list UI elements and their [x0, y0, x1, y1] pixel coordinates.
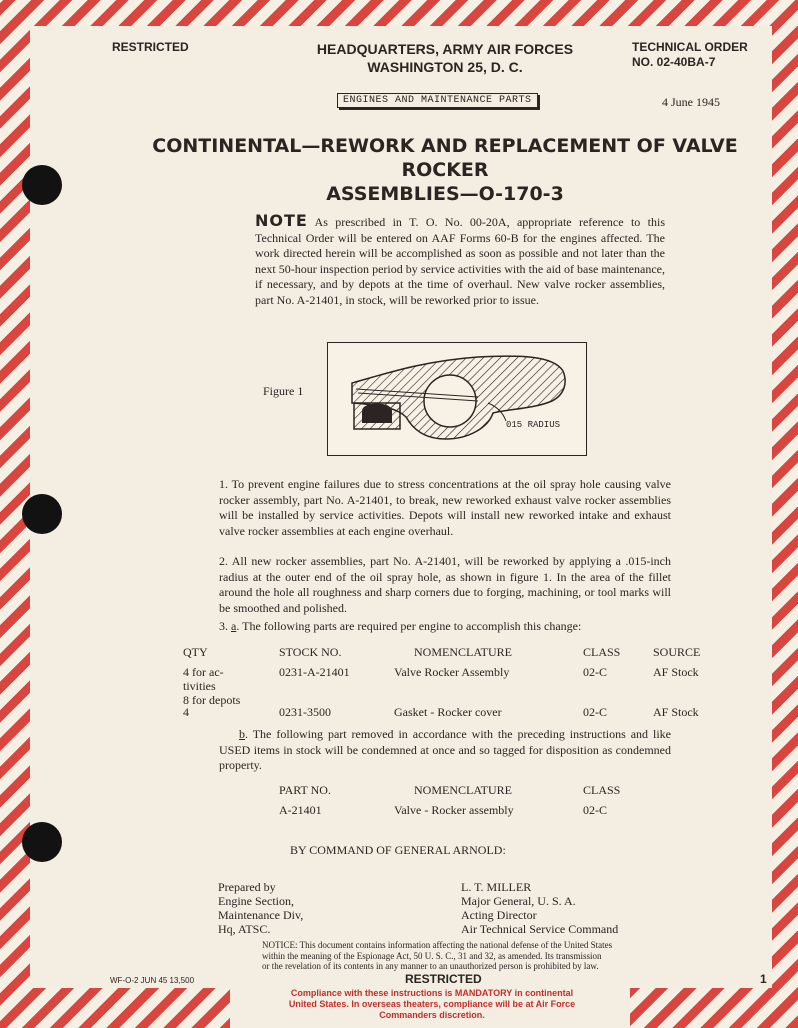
note-text: As prescribed in T. O. No. 00-20A, appropriate reference to this Technical Order will be entered on AAF Forms 60-B for the engines affected. The work directed herein will be accomplished as soon as possible and not later than the next 50-hour inspection period by service activities with the aid of base maintenance, if necessary, and by depots at the time of overhaul. New valve rocker assemblies, part No. A-21401, in stock, will be reworked prior to issue. — [255, 215, 665, 307]
hq-line-1: HEADQUARTERS, ARMY AIR FORCES — [316, 41, 574, 57]
p3a-text: . The following parts are required per engine to accomplish this change: — [236, 619, 582, 633]
signature-line-1: L. T. MILLER — [461, 880, 532, 894]
title-line-2: ASSEMBLIES—O-170-3 — [326, 183, 564, 205]
date: 4 June 1945 — [662, 95, 720, 109]
prepared-by-block — [218, 880, 303, 936]
t1-r2-stock: 0231-3500 — [279, 705, 331, 719]
prepared-line-2: Engine Section, — [218, 894, 294, 908]
notice-line-3: or the revelation of its contents in any manner to an unauthorized person is prohibited by law. — [262, 961, 599, 971]
signature-line-3: Acting Director — [461, 908, 537, 922]
paragraph-3a — [219, 619, 671, 635]
hq-line-2: WASHINGTON 25, D. C. — [367, 59, 523, 75]
binder-hole-icon — [22, 494, 62, 534]
headquarters-block — [300, 40, 590, 76]
page-number: 1 — [760, 972, 767, 986]
binder-hole-icon — [22, 165, 62, 205]
t2-r1-part: A-21401 — [279, 803, 322, 817]
paragraph-3b — [219, 727, 671, 774]
restricted-label-top: RESTRICTED — [112, 40, 189, 54]
prepared-line-1: Prepared by — [218, 880, 276, 894]
radius-callout: 015 RADIUS — [506, 420, 561, 430]
title-line-1: CONTINENTAL—REWORK AND REPLACEMENT OF VALVE ROCKER — [152, 135, 738, 181]
compliance-notice: Compliance with these instructions is MANDATORY in continental United States. In overseas theaters, compliance will be at Air Force Commanders discretion. — [288, 988, 576, 1020]
notice-line-1: NOTICE: This document contains information affecting the national defense of the United States — [262, 940, 613, 950]
notice-line-2: within the meaning of the Espionage Act, 50 U. S. C., 31 and 32, as amended. Its transmission — [262, 950, 602, 961]
t1-header-class: CLASS — [583, 645, 621, 659]
command-line: BY COMMAND OF GENERAL ARNOLD: — [290, 843, 506, 857]
print-code: WF-O-2 JUN 45 13,500 — [110, 976, 195, 985]
t1-header-qty: QTY — [183, 645, 208, 659]
t2-header-class: CLASS — [583, 783, 621, 797]
t1-r2-source: AF Stock — [653, 705, 699, 719]
binder-hole-icon — [22, 822, 62, 862]
t1-header-source: SOURCE — [653, 645, 701, 659]
prepared-line-3: Maintenance Div, — [218, 908, 304, 922]
to-line-1: TECHNICAL ORDER — [632, 40, 748, 54]
p3-number: 3. — [219, 619, 228, 633]
rocker-drawing — [328, 343, 586, 455]
document-title — [140, 134, 750, 206]
t1-r1-qty-2: tivities — [183, 679, 216, 693]
note-label: NOTE — [255, 211, 308, 230]
t2-header-nomenclature: NOMENCLATURE — [414, 783, 512, 797]
rocker-bore — [424, 375, 476, 427]
t1-r1-qty-3: 8 for depots — [183, 693, 241, 707]
t1-r1-source: AF Stock — [653, 665, 699, 679]
to-line-2: NO. 02-40BA-7 — [632, 55, 716, 69]
rocker-seat — [362, 404, 392, 424]
t2-r1-class: 02-C — [583, 803, 607, 817]
t1-header-nomenclature: NOMENCLATURE — [414, 645, 512, 659]
signature-line-2: Major General, U. S. A. — [461, 894, 576, 908]
p3b-text: . The following part removed in accordance with the preceding instructions and like USED items in stock will be condemned at once and so tagged for disposition as condemned property. — [219, 727, 671, 773]
t1-r1-stock: 0231-A-21401 — [279, 665, 350, 679]
figure-1 — [327, 342, 587, 456]
t1-r1-qty-1: 4 for ac- — [183, 665, 224, 679]
t1-r1-nomenclature: Valve Rocker Assembly — [394, 665, 510, 679]
signature-line-4: Air Technical Service Command — [461, 922, 619, 936]
restricted-label-bottom: RESTRICTED — [405, 972, 482, 986]
t1-r2-class: 02-C — [583, 705, 607, 719]
technical-order-block — [632, 40, 748, 70]
paragraph-2: 2. All new rocker assemblies, part No. A-21401, will be reworked by applying a .015-inch radius at the outer end of the oil spray hole, as shown in figure 1. In the area of the fillet around the hole all roughness and sharp corners due to forging, machining, or tool marks will be smoothed and polished. — [219, 554, 671, 615]
signature-block — [461, 880, 618, 936]
notice-block — [262, 940, 622, 972]
note-block — [255, 213, 665, 309]
figure-label: Figure 1 — [263, 384, 304, 398]
paragraph-1: 1. To prevent engine failures due to stress concentrations at the oil spray hole causing valve rocker assembly, part No. A-21401, to break, new reworked exhaust valve rocker assemblies will be installed by service activities. Depots will install new reworked intake and exhaust valve rocker assemblies at each engine overhaul. — [219, 477, 671, 538]
t2-r1-nomenclature: Valve - Rocker assembly — [394, 803, 514, 817]
t1-r1-class: 02-C — [583, 665, 607, 679]
p3a-letter: a — [231, 619, 237, 633]
t2-header-part: PART NO. — [279, 783, 331, 797]
t1-r2-nomenclature: Gasket - Rocker cover — [394, 705, 502, 719]
t1-header-stock: STOCK NO. — [279, 645, 342, 659]
p3b-letter: b — [239, 727, 245, 741]
section-label: ENGINES AND MAINTENANCE PARTS — [337, 93, 538, 108]
prepared-line-4: Hq, ATSC. — [218, 922, 271, 936]
table-row — [183, 665, 240, 707]
t1-r2-qty: 4 — [183, 705, 189, 719]
